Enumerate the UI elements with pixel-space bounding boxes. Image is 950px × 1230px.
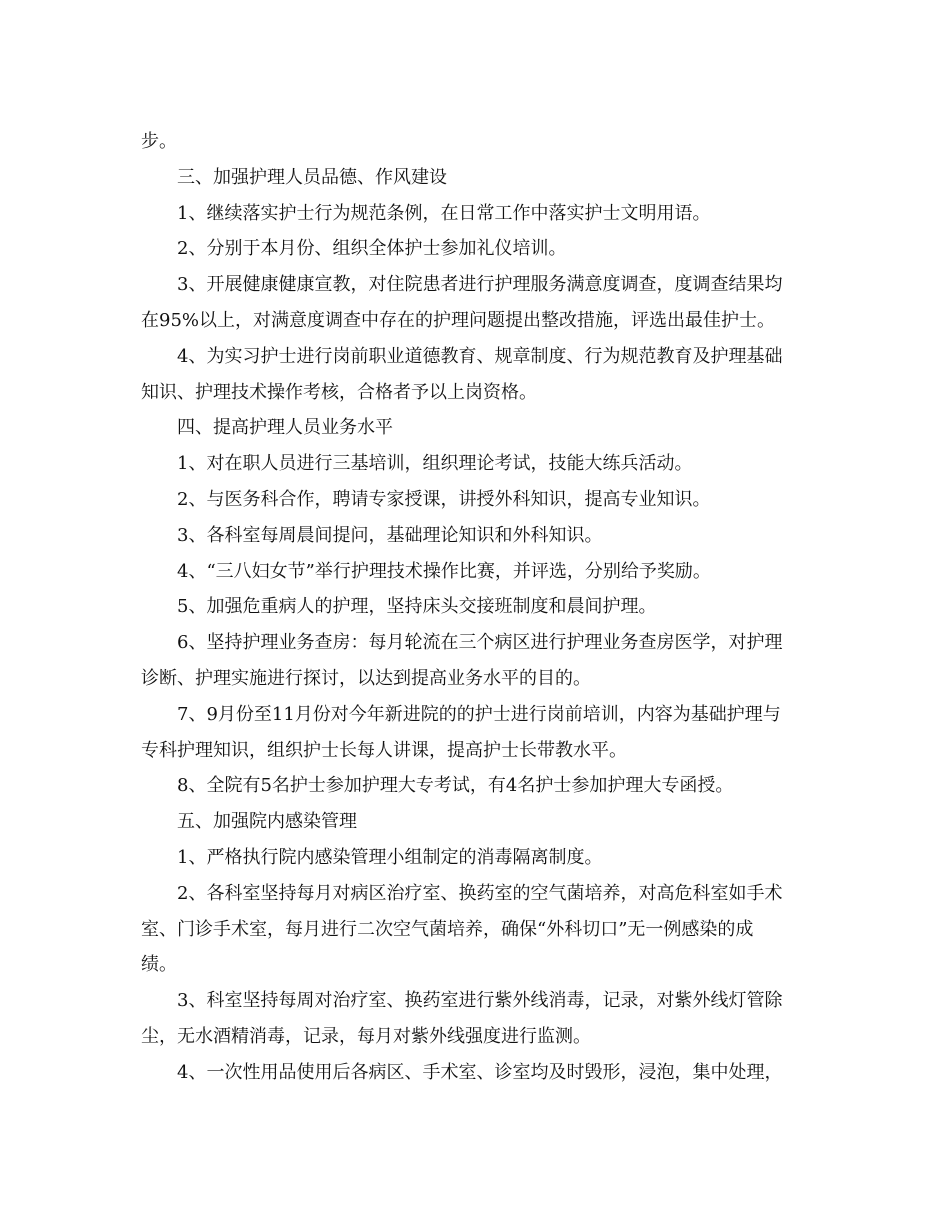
text-line: 步。 xyxy=(141,131,177,152)
text-line: 4、一次性用品使用后各病区、手术室、诊室均及时毁形，浸泡，集中处理， xyxy=(177,1061,783,1083)
text-line: 五、加强院内感染管理 xyxy=(177,811,357,833)
paragraph xyxy=(141,697,811,769)
text-line: 3、开展健康健康宣教，对住院患者进行护理服务满意度调查，度调查结果均 xyxy=(177,274,783,296)
paragraph xyxy=(141,876,811,983)
paragraph xyxy=(141,518,811,554)
paragraph xyxy=(141,1055,811,1091)
paragraph xyxy=(141,625,811,697)
text-line: 4、为实习护士进行岗前职业道德教育、规章制度、行为规范教育及护理基础 xyxy=(177,345,783,367)
text-line: 8、全院有5名护士参加护理大专考试，有4名护士参加护理大专函授。 xyxy=(177,775,734,797)
paragraph xyxy=(141,267,811,339)
text-line: 4、“三八妇女节”举行护理技术操作比赛，并评选，分别给予奖励。 xyxy=(177,560,711,582)
text-line: 2、与医务科合作，聘请专家授课，讲授外科知识，提高专业知识。 xyxy=(177,488,711,510)
paragraph xyxy=(141,160,811,196)
text-line: 3、各科室每周晨间提问，基础理论知识和外科知识。 xyxy=(177,524,603,546)
paragraph xyxy=(141,804,811,840)
paragraph xyxy=(141,196,811,232)
text-line: 诊断、护理实施进行探讨，以达到提高业务水平的目的。 xyxy=(141,667,591,689)
text-line: 1、继续落实护士行为规范条例，在日常工作中落实护士文明用语。 xyxy=(177,202,711,224)
paragraph xyxy=(141,231,811,267)
text-line: 室、门诊手术室，每月进行二次空气菌培养，确保“外科切口”无一例感染的成 xyxy=(141,918,754,940)
paragraph xyxy=(141,446,811,482)
text-line: 5、加强危重病人的护理，坚持床头交接班制度和晨间护理。 xyxy=(177,596,657,618)
text-line: 绩。 xyxy=(141,954,177,976)
text-line: 2、各科室坚持每月对病区治疗室、换药室的空气菌培养，对高危科室如手术 xyxy=(177,882,783,904)
paragraph xyxy=(141,554,811,590)
text-line: 7、9月份至11月份对今年新进院的的护士进行岗前培训，内容为基础护理与 xyxy=(177,703,781,725)
paragraph xyxy=(141,482,811,518)
text-line: 四、提高护理人员业务水平 xyxy=(177,417,393,439)
text-line: 6、坚持护理业务查房：每月轮流在三个病区进行护理业务查房医学，对护理 xyxy=(177,632,783,654)
paragraph xyxy=(141,589,811,625)
paragraph xyxy=(141,410,811,446)
text-line: 三、加强护理人员品德、作风建设 xyxy=(177,166,447,188)
paragraph xyxy=(141,768,811,804)
text-line: 专科护理知识，组织护士长每人讲课，提高护士长带教水平。 xyxy=(141,739,627,761)
text-line: 在95%以上，对满意度调查中存在的护理问题提出整改措施，评选出最佳护士。 xyxy=(141,309,776,331)
paragraph xyxy=(141,124,811,160)
text-line: 1、对在职人员进行三基培训，组织理论考试，技能大练兵活动。 xyxy=(177,453,693,475)
paragraph xyxy=(141,983,811,1055)
text-line: 2、分别于本月份、组织全体护士参加礼仪培训。 xyxy=(177,238,567,260)
text-line: 尘，无水酒精消毒，记录，每月对紫外线强度进行监测。 xyxy=(141,1025,591,1047)
paragraph xyxy=(141,339,811,411)
text-line: 3、科室坚持每周对治疗室、换药室进行紫外线消毒，记录，对紫外线灯管除 xyxy=(177,990,783,1012)
document-body xyxy=(141,124,811,1091)
text-line: 知识、护理技术操作考核，合格者予以上岗资格。 xyxy=(141,381,537,403)
paragraph xyxy=(141,840,811,876)
text-line: 1、严格执行院内感染管理小组制定的消毒隔离制度。 xyxy=(177,846,603,868)
